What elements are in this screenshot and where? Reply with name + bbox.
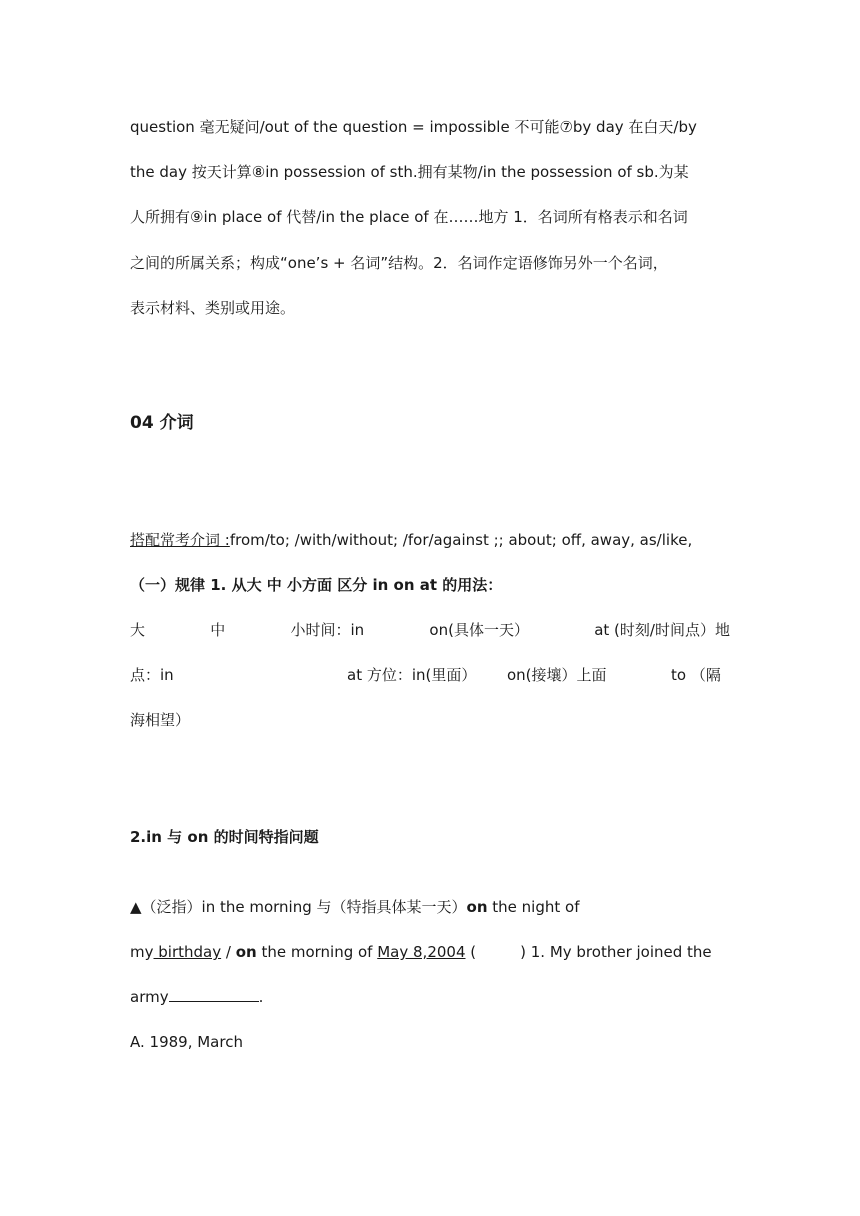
collocation-line — [130, 530, 730, 552]
collocation-label: 搭配常考介词 : — [130, 531, 230, 549]
rule-table-row — [130, 620, 730, 642]
question-text: . — [258, 988, 264, 1006]
example-text: ( — [465, 943, 477, 961]
question-text: ) 1. My brother joined the — [520, 943, 712, 961]
example-underlined: May 8,2004 — [377, 943, 466, 961]
example-underlined: birthday — [153, 943, 222, 961]
example-line — [130, 897, 730, 919]
rule-cell: 小时间：in — [290, 621, 365, 639]
example-text: / — [221, 943, 236, 961]
rule-cell: at 方位：in(里面） — [347, 666, 477, 684]
collocation-text: from/to; /with/without; /for/against ;; about; off, away, as/like, — [229, 531, 693, 549]
rule-cell: 中 — [210, 621, 226, 639]
rule-cell: 点：in — [130, 666, 174, 684]
paragraph-line: 表示材料、类别或用途。 — [130, 299, 296, 317]
rule-cell: on(接壤）上面 — [507, 666, 607, 684]
rule-cell: at (时刻/时间点）地 — [594, 621, 730, 639]
question-text: army — [130, 988, 169, 1006]
rule-cell: 大 — [130, 621, 146, 639]
example-text: my — [130, 943, 154, 961]
paragraph-line: 之间的所属关系；构成“one’s + 名词”结构。2．名词作定语修饰另外一个名词， — [130, 254, 668, 272]
paragraph-line: 人所拥有⑨in place of 代替/in the place of 在……地方 1．名词所有格表示和名词 — [130, 208, 688, 226]
paragraph-line: the day 按天计算⑧in possession of sth.拥有某物/in the possession of sb.为某 — [130, 163, 689, 181]
answer-blank[interactable] — [169, 987, 259, 1002]
paragraph-line: question 毫无疑问/out of the question = impossible 不可能⑦by day 在白天/by — [130, 118, 697, 136]
answer-option[interactable]: A. 1989, March — [130, 1033, 243, 1051]
example-emphasis: on — [235, 943, 257, 961]
example-text: the night of — [487, 898, 580, 916]
rule-table-row — [130, 665, 730, 687]
rule-cell: on(具体一天） — [429, 621, 529, 639]
example-emphasis: on — [466, 898, 488, 916]
example-line — [130, 942, 730, 964]
question-line — [130, 987, 730, 1009]
rule-table-row: 海相望） — [130, 711, 191, 729]
rule-title: （一）规律 1. 从大 中 小方面 区分 in on at 的用法： — [130, 576, 503, 594]
example-text: the morning of — [256, 943, 378, 961]
rule-title: 2.in 与 on 的时间特指问题 — [130, 828, 319, 846]
section-heading: 04 介词 — [130, 413, 194, 433]
example-text: ▲（泛指）in the morning 与（特指具体某一天） — [130, 898, 467, 916]
rule-cell: to （隔 — [671, 666, 721, 684]
